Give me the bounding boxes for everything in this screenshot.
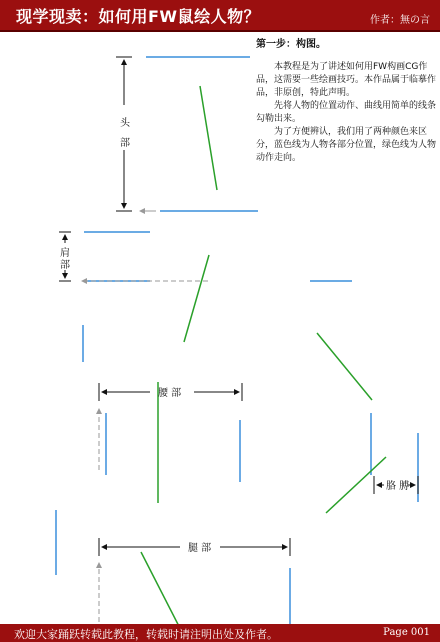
arm-label: 胳 膊 [386,481,410,492]
waist-dimension [99,383,242,470]
intro-paragraph-2: 先将人物的位置动作、曲线用简单的线条勾勒出来。 [256,101,437,124]
intro-text [256,38,436,165]
head-label-char-2: 部 [120,138,130,149]
footer-bar [0,624,440,642]
step-title: 第一步：构图。 [256,39,326,50]
leg-label: 腿 部 [188,543,212,554]
footer-note: 欢迎大家踊跃转载此教程，转载时请注明出处及作者。 [14,628,278,641]
shoulder-dimension [59,232,208,281]
intro-paragraph-1: 本教程是为了讲述如何用FW构画CG作品，这需要一些绘画技巧。本作品属于临摹作品，非原创，特此声明。 [256,62,437,98]
head-label-char-1: 头 [120,118,130,129]
waist-label: 腰 部 [158,388,182,399]
page-title: 现学现卖：如何用FW鼠绘人物？ [16,7,261,26]
shoulder-label-char-2: 部 [60,260,70,271]
arm-dimension [374,476,418,494]
page-number: Page 001 [383,627,430,638]
leg-dimension [99,538,290,622]
head-dimension [116,57,156,211]
author-label: 作者：無の言 [370,15,430,26]
intro-paragraph-3: 为了方便辨认，我们用了两种颜色来区分，蓝色线为人物各部分位置，绿色线为人物动作走向。 [256,127,437,163]
shoulder-label-char-1: 肩 [60,248,70,259]
green-action-lines [141,86,386,640]
